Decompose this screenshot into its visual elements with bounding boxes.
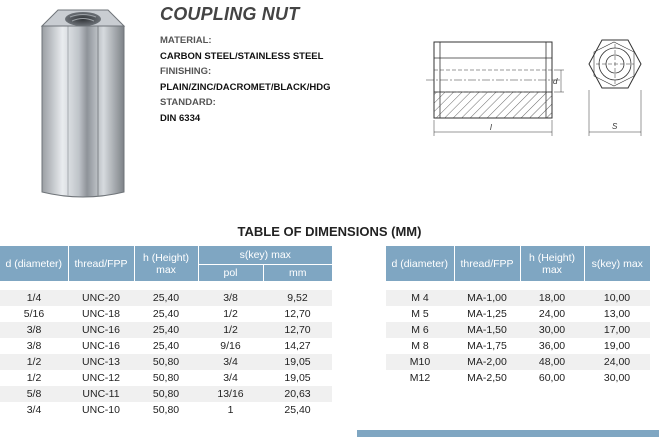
- col-height: [134, 246, 198, 281]
- table-row: 1/2 UNC-12 50,80 3/4 19,05: [0, 370, 332, 386]
- technical-drawing: [424, 28, 656, 144]
- table-row: M 6 MA-1,50 30,00 17,00: [386, 322, 650, 338]
- dim-l-label: l: [490, 123, 492, 132]
- table-row: 3/8 UNC-16 25,40 9/16 14,27: [0, 338, 332, 354]
- table-row: M10 MA-2,00 48,00 24,00: [386, 354, 650, 370]
- finishing-label: FINISHING:: [160, 66, 212, 77]
- table-row: M 8 MA-1,75 36,00 19,00: [386, 338, 650, 354]
- dim-s-label: S: [612, 122, 618, 131]
- col-height-line1: h (Height): [528, 251, 576, 264]
- metric-dimensions-table: [386, 246, 650, 386]
- dim-d-label: d: [553, 77, 558, 86]
- table-row: M12 MA-2,50 60,00 30,00: [386, 370, 650, 386]
- col-height-line2: max: [542, 263, 562, 276]
- product-specs: [160, 33, 330, 126]
- standard-label: STANDARD:: [160, 97, 216, 108]
- coupling-nut-photo: [28, 4, 138, 204]
- col-skey: s(key) max: [584, 246, 650, 281]
- product-title: COUPLING NUT: [160, 4, 300, 24]
- col-height-line1: h (Height): [142, 251, 190, 264]
- col-diameter: d (diameter): [0, 246, 68, 281]
- col-thread: thread/FPP: [454, 246, 520, 281]
- finishing-value: PLAIN/ZINC/DACROMET/BLACK/HDG: [160, 81, 331, 93]
- table-row: 5/8 UNC-11 50,80 13/16 20,63: [0, 386, 332, 402]
- material-label: MATERIAL:: [160, 35, 212, 46]
- table-row: 1/2 UNC-13 50,80 3/4 19,05: [0, 354, 332, 370]
- col-thread: thread/FPP: [68, 246, 134, 281]
- table-row: M 5 MA-1,25 24,00 13,00: [386, 306, 650, 322]
- footer-accent-bar: [357, 430, 659, 437]
- col-height-line2: max: [156, 263, 176, 276]
- table-row: 3/8 UNC-16 25,40 1/2 12,70: [0, 322, 332, 338]
- table-row: 5/16 UNC-18 25,40 1/2 12,70: [0, 306, 332, 322]
- table-row: M 4 MA-1,00 18,00 10,00: [386, 290, 650, 306]
- col-skey: s(key) max: [198, 246, 332, 265]
- imperial-dimensions-table: [0, 246, 332, 418]
- col-mm: mm: [263, 265, 332, 282]
- table-title: TABLE OF DIMENSIONS (MM): [237, 224, 422, 239]
- standard-value: DIN 6334: [160, 112, 201, 124]
- table-row: 3/4 UNC-10 50,80 1 25,40: [0, 402, 332, 418]
- material-value: CARBON STEEL/STAINLESS STEEL: [160, 50, 324, 62]
- col-pol: pol: [198, 265, 263, 282]
- col-height: [520, 246, 584, 281]
- col-diameter: d (diameter): [386, 246, 454, 281]
- table-row: 1/4 UNC-20 25,40 3/8 9,52: [0, 290, 332, 306]
